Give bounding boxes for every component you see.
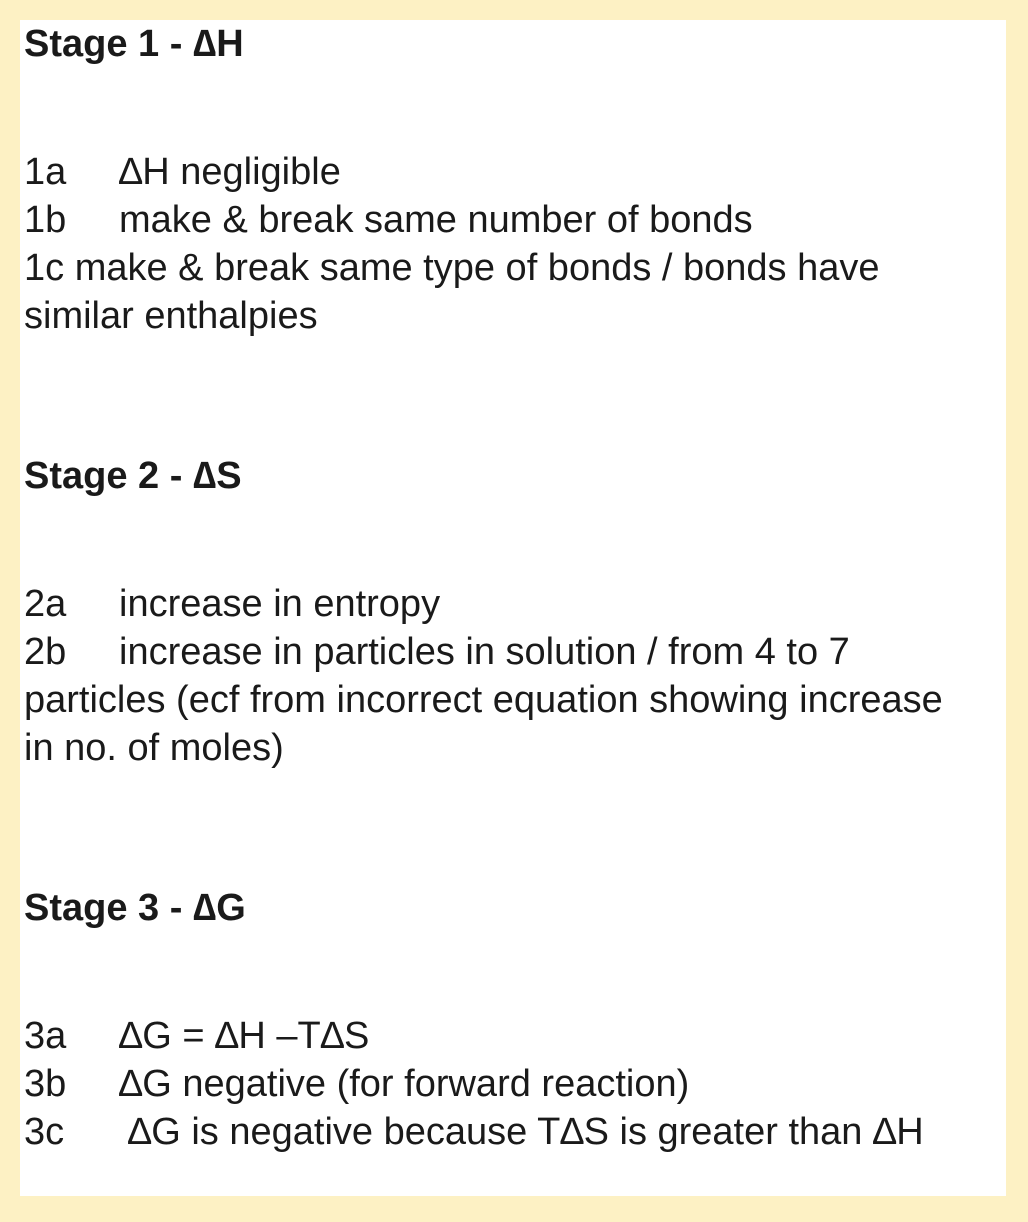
point-code: 3a bbox=[24, 1015, 67, 1057]
point-text: ∆H negligible bbox=[119, 151, 341, 193]
point-code: 1b bbox=[24, 199, 67, 241]
point-text: increase in entropy bbox=[119, 583, 441, 625]
point-3b bbox=[24, 1060, 999, 1108]
point-code: 2b bbox=[24, 631, 67, 673]
point-2b bbox=[24, 628, 954, 772]
point-code: 3c bbox=[24, 1111, 65, 1153]
point-code: 1c bbox=[24, 247, 65, 289]
point-text: ∆G is negative because T∆S is greater than ∆H bbox=[128, 1111, 924, 1153]
stage-1-heading: Stage 1 - ∆H bbox=[24, 23, 244, 65]
point-text: increase in particles in solution / from 4 to 7 particles (ecf from incorrect equation showing increase in no. of moles) bbox=[24, 631, 943, 769]
point-2a bbox=[24, 580, 999, 628]
mark-scheme-panel bbox=[20, 20, 1006, 1196]
stage-3-heading: Stage 3 - ∆G bbox=[24, 887, 246, 929]
point-code: 3b bbox=[24, 1063, 67, 1105]
stage-2-heading: Stage 2 - ∆S bbox=[24, 455, 242, 497]
point-text: make & break same number of bonds bbox=[119, 199, 753, 241]
point-1c bbox=[24, 244, 999, 340]
point-1b bbox=[24, 196, 999, 244]
point-code: 2a bbox=[24, 583, 67, 625]
point-3a bbox=[24, 1012, 999, 1060]
point-code: 1a bbox=[24, 151, 67, 193]
point-text: ∆G = ∆H –T∆S bbox=[119, 1015, 370, 1057]
point-text: make & break same type of bonds / bonds have similar enthalpies bbox=[24, 247, 880, 337]
point-text: ∆G negative (for forward reaction) bbox=[119, 1063, 690, 1105]
point-1a bbox=[24, 148, 999, 196]
point-3c bbox=[24, 1108, 964, 1156]
mark-scheme-content bbox=[24, 20, 999, 1156]
